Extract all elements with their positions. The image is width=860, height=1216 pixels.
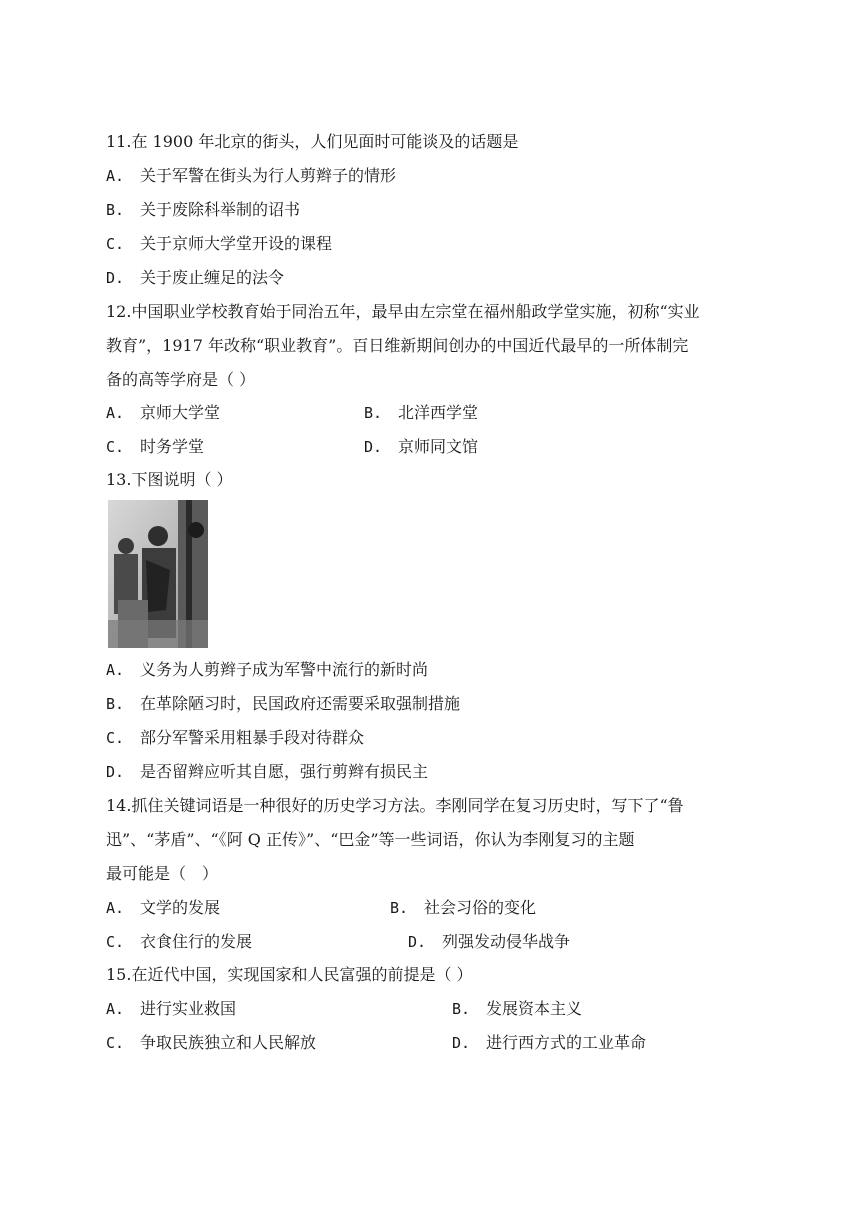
q15-option-d	[452, 1031, 646, 1055]
q14-option-c	[106, 930, 252, 954]
option-letter: D.	[408, 933, 427, 951]
q12-option-a	[106, 401, 220, 425]
option-text: 在革除陋习时，民国政府还需要采取强制措施	[140, 694, 461, 713]
q15-stem: 15.在近代中国，实现国家和人民富强的前提是（ ）	[106, 965, 473, 984]
q11-option-c	[106, 232, 766, 256]
option-text: 发展资本主义	[486, 999, 583, 1018]
option-text: 时务学堂	[140, 437, 205, 456]
option-text: 关于废除科举制的诏书	[140, 200, 301, 219]
option-text: 进行西方式的工业革命	[486, 1033, 647, 1052]
option-letter: C.	[106, 1034, 125, 1052]
option-text: 义务为人剪辫子成为军警中流行的新时尚	[140, 660, 429, 679]
q14-option-d	[408, 930, 570, 954]
option-letter: B.	[106, 201, 125, 219]
option-letter: A.	[106, 661, 125, 679]
option-letter: D.	[364, 438, 383, 456]
option-letter: D.	[106, 763, 125, 781]
option-text: 是否留辫应听其自愿，强行剪辫有损民主	[140, 762, 429, 781]
option-text: 列强发动侵华战争	[442, 932, 571, 951]
q13-option-b	[106, 692, 766, 716]
option-letter: A.	[106, 1000, 125, 1018]
historical-photo	[108, 500, 208, 648]
q12-stem-line-1: 12.中国职业学校教育始于同治五年，最早由左宗堂在福州船政学堂实施，初称“实业	[106, 302, 700, 321]
q15-option-b	[452, 997, 582, 1021]
q12-stem-line-3: 备的高等学府是（ ）	[106, 370, 256, 389]
option-letter: C.	[106, 729, 125, 747]
q14-stem-line-2: 迅”、“茅盾”、“《阿 Q 正传》”、“巴金”等一些词语，你认为李刚复习的主题	[106, 830, 635, 849]
option-letter: A.	[106, 404, 125, 422]
option-text: 部分军警采用粗暴手段对待群众	[140, 728, 365, 747]
option-letter: A.	[106, 899, 125, 917]
option-letter: D.	[106, 269, 125, 287]
q11-option-b	[106, 198, 766, 222]
option-text: 京师大学堂	[140, 403, 221, 422]
option-text: 关于京师大学堂开设的课程	[140, 234, 333, 253]
option-text: 关于废止缠足的法令	[140, 268, 285, 287]
option-text: 争取民族独立和人民解放	[140, 1033, 317, 1052]
q13-option-d	[106, 760, 766, 784]
option-text: 北洋西学堂	[398, 403, 479, 422]
option-letter: A.	[106, 167, 125, 185]
q14-option-a	[106, 896, 220, 920]
option-letter: B.	[452, 1000, 471, 1018]
q13-option-a	[106, 658, 766, 682]
option-text: 文学的发展	[140, 898, 221, 917]
option-text: 京师同文馆	[398, 437, 479, 456]
q15-option-c	[106, 1031, 316, 1055]
q13-option-c	[106, 726, 766, 750]
option-text: 衣食住行的发展	[140, 932, 253, 951]
q14-option-b	[390, 896, 536, 920]
q12-option-d	[364, 435, 478, 459]
option-letter: C.	[106, 235, 125, 253]
option-letter: B.	[364, 404, 383, 422]
q15-option-a	[106, 997, 236, 1021]
q11-stem: 11.在 1900 年北京的街头，人们见面时可能谈及的话题是	[106, 132, 519, 151]
photo-illustration	[108, 500, 208, 648]
q14-stem-line-3: 最可能是（ ）	[106, 864, 219, 883]
q11-option-d	[106, 266, 766, 290]
option-text: 关于军警在街头为行人剪辫子的情形	[140, 166, 397, 185]
q12-stem-line-2: 教育”，1917 年改称“职业教育”。百日维新期间创办的中国近代最早的一所体制完	[106, 336, 689, 355]
option-letter: D.	[452, 1034, 471, 1052]
q11-option-a	[106, 164, 766, 188]
option-letter: C.	[106, 438, 125, 456]
q12-option-c	[106, 435, 204, 459]
option-letter: B.	[390, 899, 409, 917]
option-letter: C.	[106, 933, 125, 951]
option-text: 进行实业救国	[140, 999, 237, 1018]
option-letter: B.	[106, 695, 125, 713]
q13-stem: 13.下图说明（ ）	[106, 470, 233, 489]
option-text: 社会习俗的变化	[424, 898, 537, 917]
q12-option-b	[364, 401, 478, 425]
q14-stem-line-1: 14.抓住关键词语是一种很好的历史学习方法。李刚同学在复习历史时，写下了“鲁	[106, 796, 684, 815]
